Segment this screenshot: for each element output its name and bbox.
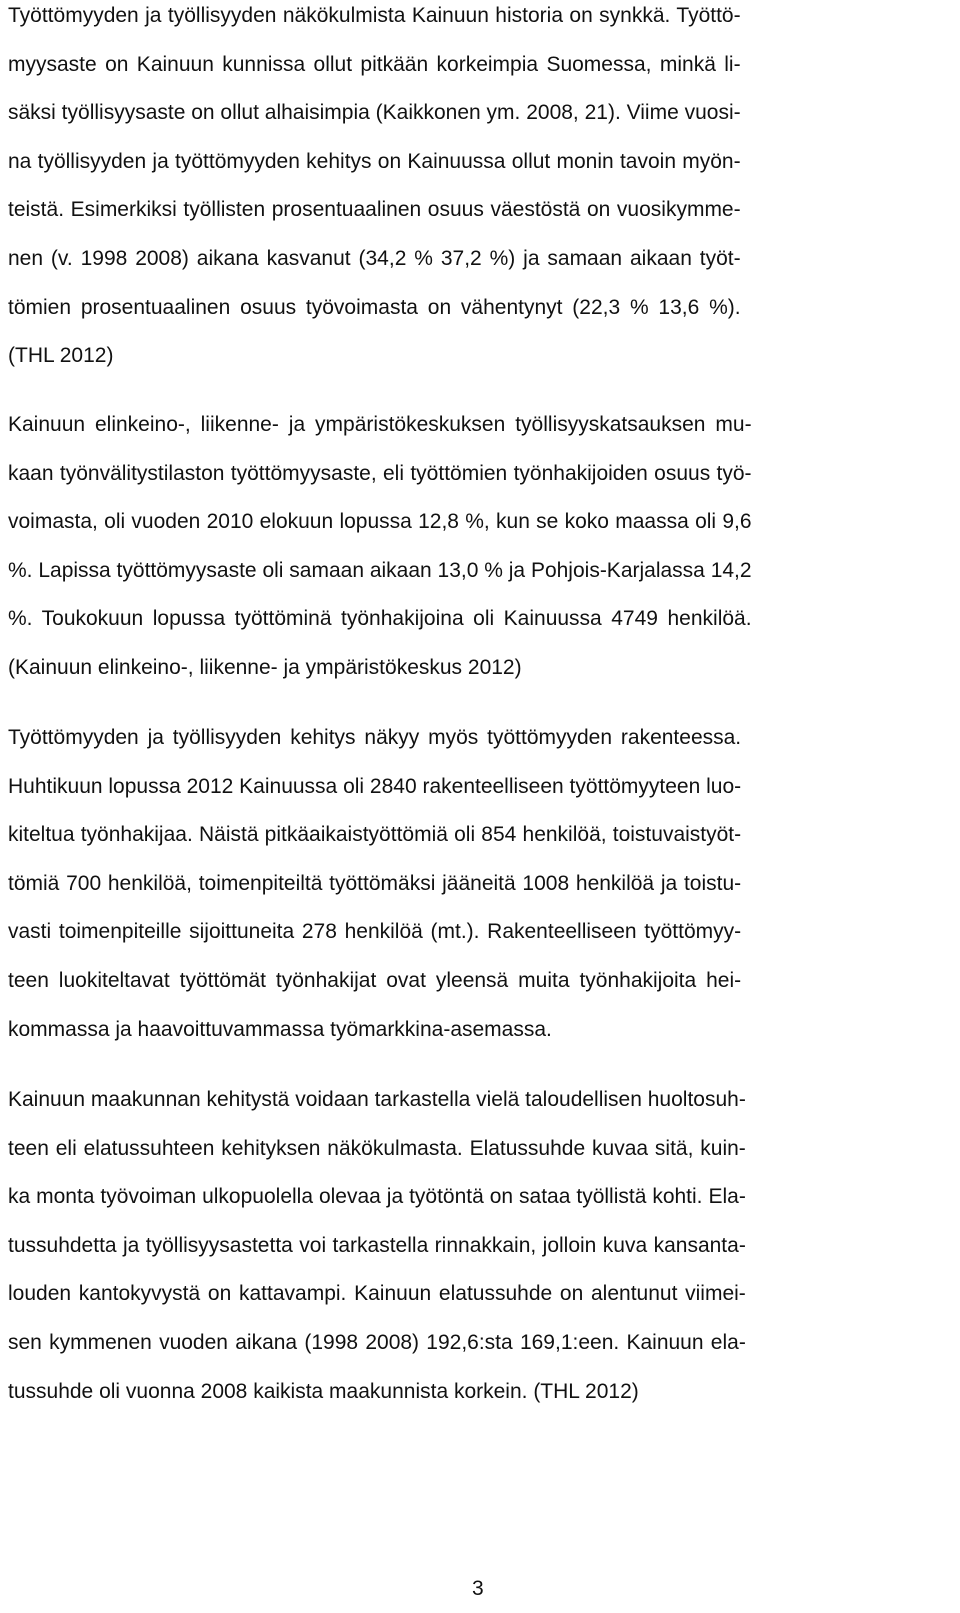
- text-line: sen kymmenen vuoden aikana (1998 2008) 192,6:sta 169,1:een. Kainuun ela-: [8, 1330, 746, 1354]
- text-line: ka monta työvoiman ulkopuolella olevaa ja työtöntä on sataa työllistä kohti. Ela-: [8, 1185, 746, 1209]
- text-line: Kainuun elinkeino-, liikenne- ja ympäristökeskuksen työllisyyskatsauksen mu-: [8, 413, 752, 436]
- text-line: tussuhde oli vuonna 2008 kaikista maakunnista korkein. (THL 2012): [8, 1379, 639, 1403]
- text-line: Kainuun maakunnan kehitystä voidaan tarkastella vielä taloudellisen huoltosuh-: [8, 1088, 746, 1111]
- page-number: 3: [472, 1577, 484, 1600]
- text-line: teistä. Esimerkiksi työllisten prosentuaalinen osuus väestöstä on vuosikymme-: [8, 198, 741, 222]
- text-line: Työttömyyden ja työllisyyden kehitys näkyy myös työttömyyden rakenteessa.: [8, 726, 742, 749]
- text-line: nen (v. 1998 2008) aikana kasvanut (34,2 % 37,2 %) ja samaan aikaan työt-: [8, 246, 741, 270]
- text-line: %. Lapissa työttömyysaste oli samaan aikaan 13,0 % ja Pohjois-Karjalassa 14,2: [8, 558, 752, 582]
- text-line: säksi työllisyysaste on ollut alhaisimpia (Kaikkonen ym. 2008, 21). Viime vuosi-: [8, 101, 741, 125]
- text-line: (Kainuun elinkeino-, liikenne- ja ympäristökeskus 2012): [8, 655, 522, 679]
- text-line: kiteltua työnhakijaa. Näistä pitkäaikaistyöttömiä oli 854 henkilöä, toistuvaistyöt-: [8, 823, 742, 847]
- text-line: kaan työnvälitystilaston työttömyysaste, eli työttömien työnhakijoiden osuus työ-: [8, 461, 752, 485]
- paragraph-unemployment-history: [8, 0, 741, 381]
- text-line: tussuhdetta ja työllisyysastetta voi tarkastella rinnakkain, jolloin kuva kansanta-: [8, 1233, 746, 1257]
- paragraph-employment-review: [8, 401, 752, 693]
- text-line: (THL 2012): [8, 344, 114, 368]
- text-line: vasti toimenpiteille sijoittuneita 278 henkilöä (mt.). Rakenteelliseen työttömyy-: [8, 920, 742, 944]
- text-line: Huhtikuun lopussa 2012 Kainuussa oli 2840 rakenteelliseen työttömyyteen luo-: [8, 774, 742, 798]
- text-line: teen luokiteltavat työttömät työnhakijat ovat yleensä muita työnhakijoita hei-: [8, 968, 742, 992]
- text-line: teen eli elatussuhteen kehityksen näkökulmasta. Elatussuhde kuvaa sitä, kuin-: [8, 1136, 746, 1160]
- text-line: na työllisyyden ja työttömyyden kehitys on Kainuussa ollut monin tavoin myön-: [8, 149, 741, 173]
- text-line: voimasta, oli vuoden 2010 elokuun lopussa 12,8 %, kun se koko maassa oli 9,6: [8, 510, 752, 534]
- text-line: myysaste on Kainuun kunnissa ollut pitkään korkeimpia Suomessa, minkä li-: [8, 52, 741, 76]
- text-line: %. Toukokuun lopussa työttöminä työnhakijoina oli Kainuussa 4749 henkilöä.: [8, 607, 752, 631]
- text-line: kommassa ja haavoittuvammassa työmarkkina-asemassa.: [8, 1017, 552, 1041]
- paragraph-dependency-ratio: [8, 1076, 746, 1416]
- text-line: tömiä 700 henkilöä, toimenpiteiltä työttömäksi jääneitä 1008 henkilöä ja toistu-: [8, 871, 742, 895]
- text-line: Työttömyyden ja työllisyyden näkökulmista Kainuun historia on synkkä. Työttö-: [8, 4, 741, 27]
- paragraph-structural-unemployment: [8, 714, 741, 1054]
- text-line: louden kantokyvystä on kattavampi. Kainuun elatussuhde on alentunut viimei-: [8, 1282, 746, 1306]
- text-line: tömien prosentuaalinen osuus työvoimasta on vähentynyt (22,3 % 13,6 %).: [8, 295, 741, 319]
